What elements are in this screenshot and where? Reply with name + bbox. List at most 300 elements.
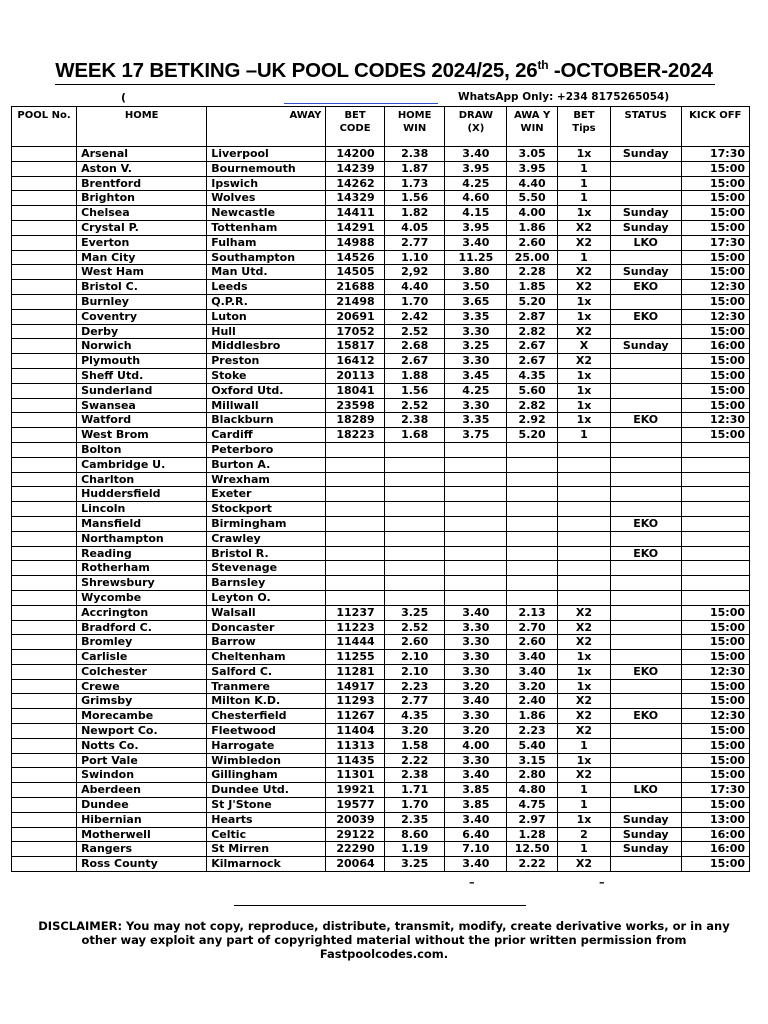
away-team-cell: Wimbledon [207,753,326,768]
pool-no-cell [12,724,77,739]
home-team-cell: Brighton [77,191,207,206]
bet-tip-cell: 1x [557,383,610,398]
pool-no-cell [12,472,77,487]
bet-code-cell: 11313 [326,738,384,753]
home-team-cell: Crewe [77,679,207,694]
away-team-cell: Newcastle [207,206,326,221]
home-win-odds-cell: 3.25 [384,857,445,872]
table-row [12,383,750,398]
home-team-cell: Aston V. [77,161,207,176]
away-win-odds-cell: 1.28 [507,827,558,842]
pool-no-cell [12,842,77,857]
bet-tip-cell: 1 [557,191,610,206]
status-cell: Sunday [610,147,681,162]
home-win-odds-cell: 2.77 [384,235,445,250]
away-win-odds-cell: 3.40 [507,650,558,665]
away-win-odds-cell: 5.40 [507,738,558,753]
bet-tip-cell: 2 [557,827,610,842]
table-row [12,265,750,280]
away-team-cell: Blackburn [207,413,326,428]
kick-off-cell: 15:00 [681,753,749,768]
table-row [12,161,750,176]
bet-tip-cell: X2 [557,235,610,250]
pool-no-cell [12,457,77,472]
table-row [12,827,750,842]
away-team-cell: Burton A. [207,457,326,472]
pool-no-cell [12,383,77,398]
table-row [12,694,750,709]
table-row [12,309,750,324]
draw-odds-cell: 3.30 [445,354,507,369]
home-win-odds-cell: 1.10 [384,250,445,265]
bet-code-cell [326,502,384,517]
table-row [12,324,750,339]
home-win-odds-cell: 2.77 [384,694,445,709]
home-win-odds-cell: 1.71 [384,783,445,798]
away-win-odds-cell: 3.40 [507,664,558,679]
table-row [12,679,750,694]
table-row [12,428,750,443]
away-win-odds-cell [507,531,558,546]
away-win-odds-cell: 5.20 [507,294,558,309]
home-win-odds-cell [384,531,445,546]
table-row [12,235,750,250]
kick-off-cell: 15:00 [681,398,749,413]
title-end: -OCTOBER-2024 [548,58,713,82]
bet-code-cell: 11293 [326,694,384,709]
away-win-odds-cell [507,576,558,591]
kick-off-cell [681,516,749,531]
table-row [12,724,750,739]
bet-code-cell: 14988 [326,235,384,250]
bet-code-cell [326,516,384,531]
bet-code-cell: 17052 [326,324,384,339]
bet-tip-cell: X2 [557,768,610,783]
status-cell: EKO [610,546,681,561]
away-win-odds-cell: 2.82 [507,324,558,339]
draw-odds-cell: 3.50 [445,280,507,295]
bet-tip-cell: 1x [557,294,610,309]
status-cell [610,502,681,517]
bet-code-cell: 11281 [326,664,384,679]
draw-odds-cell: 3.40 [445,694,507,709]
draw-odds-cell [445,546,507,561]
bet-code-cell [326,442,384,457]
title-sup: th [537,58,549,72]
home-win-odds-cell: 2.10 [384,650,445,665]
bet-tip-cell [557,487,610,502]
home-team-cell: Derby [77,324,207,339]
home-win-odds-cell: 2,92 [384,265,445,280]
pool-no-cell [12,413,77,428]
table-row [12,487,750,502]
kick-off-cell: 15:00 [681,294,749,309]
kick-off-cell: 13:00 [681,812,749,827]
pool-no-cell [12,428,77,443]
bet-tip-cell: X2 [557,694,610,709]
status-cell [610,768,681,783]
bet-code-cell: 14505 [326,265,384,280]
table-row [12,857,750,872]
col-header-pool-no: POOL No. [12,107,77,147]
away-win-odds-cell: 5.50 [507,191,558,206]
home-win-odds-cell: 1.82 [384,206,445,221]
away-team-cell: Barrow [207,635,326,650]
draw-odds-cell: 3.25 [445,339,507,354]
draw-odds-cell [445,442,507,457]
draw-odds-cell [445,531,507,546]
home-team-cell: Accrington [77,605,207,620]
draw-odds-cell: 6.40 [445,827,507,842]
away-team-cell: Tottenham [207,220,326,235]
kick-off-cell: 17:30 [681,147,749,162]
table-row [12,783,750,798]
table-row [12,709,750,724]
pool-no-cell [12,605,77,620]
kick-off-cell: 15:00 [681,191,749,206]
table-row [12,842,750,857]
table-row [12,502,750,517]
home-team-cell: Arsenal [77,147,207,162]
pool-no-cell [12,812,77,827]
pool-no-cell [12,768,77,783]
bet-code-cell: 20064 [326,857,384,872]
table-row [12,176,750,191]
kick-off-cell: 15:00 [681,724,749,739]
kick-off-cell [681,590,749,605]
home-team-cell: Hibernian [77,812,207,827]
away-team-cell: Q.P.R. [207,294,326,309]
kick-off-cell: 16:00 [681,339,749,354]
bet-code-cell: 14329 [326,191,384,206]
away-team-cell: Milton K.D. [207,694,326,709]
status-cell: EKO [610,309,681,324]
kick-off-cell: 12:30 [681,709,749,724]
col-header-kick-off: KICK OFF [681,107,749,147]
bet-code-cell: 18041 [326,383,384,398]
bet-code-cell: 14917 [326,679,384,694]
away-team-cell: Celtic [207,827,326,842]
bet-code-cell: 23598 [326,398,384,413]
draw-odds-cell: 3.20 [445,724,507,739]
bet-code-cell: 11301 [326,768,384,783]
home-team-cell: Lincoln [77,502,207,517]
title-underline [55,84,715,85]
home-team-cell: Man City [77,250,207,265]
kick-off-cell: 15:00 [681,161,749,176]
home-win-odds-cell [384,502,445,517]
away-team-cell: Bristol R. [207,546,326,561]
home-team-cell: Swansea [77,398,207,413]
kick-off-cell: 15:00 [681,206,749,221]
pool-no-cell [12,738,77,753]
home-team-cell: Shrewsbury [77,576,207,591]
table-row [12,590,750,605]
bet-tip-cell: 1x [557,650,610,665]
home-win-odds-cell: 2.52 [384,398,445,413]
bet-tip-cell: X2 [557,857,610,872]
home-win-odds-cell [384,576,445,591]
home-team-cell: Port Vale [77,753,207,768]
kick-off-cell [681,487,749,502]
home-win-odds-cell [384,457,445,472]
kick-off-cell: 15:00 [681,694,749,709]
status-cell [610,176,681,191]
away-win-odds-cell [507,561,558,576]
draw-odds-cell: 7.10 [445,842,507,857]
bet-tip-cell: 1x [557,413,610,428]
table-row [12,546,750,561]
status-cell: Sunday [610,339,681,354]
home-team-cell: Chelsea [77,206,207,221]
col-header-status: STATUS [610,107,681,147]
home-team-cell: Ross County [77,857,207,872]
away-team-cell: Wrexham [207,472,326,487]
bet-tip-cell: X2 [557,354,610,369]
draw-odds-cell: 3.40 [445,768,507,783]
link-underline [284,103,438,104]
home-team-cell: Swindon [77,768,207,783]
kick-off-cell: 15:00 [681,428,749,443]
table-row [12,191,750,206]
home-win-odds-cell [384,590,445,605]
home-win-odds-cell: 3.20 [384,724,445,739]
draw-odds-cell: 4.25 [445,176,507,191]
pool-no-cell [12,516,77,531]
table-row [12,398,750,413]
status-cell [610,590,681,605]
status-cell [610,694,681,709]
away-team-cell: Harrogate [207,738,326,753]
pool-no-cell [12,664,77,679]
kick-off-cell: 12:30 [681,664,749,679]
kick-off-cell: 15:00 [681,324,749,339]
home-team-cell: Burnley [77,294,207,309]
home-win-odds-cell: 2.38 [384,413,445,428]
away-win-odds-cell: 2.92 [507,413,558,428]
bet-tip-cell [557,590,610,605]
home-team-cell: Sheff Utd. [77,368,207,383]
draw-odds-cell [445,561,507,576]
bet-code-cell [326,487,384,502]
table-row [12,812,750,827]
kick-off-cell: 15:00 [681,620,749,635]
home-team-cell: Grimsby [77,694,207,709]
draw-odds-cell: 3.95 [445,161,507,176]
kick-off-cell: 15:00 [681,605,749,620]
kick-off-cell: 15:00 [681,679,749,694]
kick-off-cell: 15:00 [681,738,749,753]
table-row [12,442,750,457]
draw-odds-cell: 3.30 [445,709,507,724]
bet-tip-cell: 1x [557,812,610,827]
kick-off-cell: 15:00 [681,265,749,280]
status-cell [610,161,681,176]
footer-dash-left: – [469,876,475,889]
bet-tip-cell: 1x [557,368,610,383]
home-win-odds-cell: 1.68 [384,428,445,443]
away-win-odds-cell: 3.05 [507,147,558,162]
away-win-odds-cell: 2.80 [507,768,558,783]
away-win-odds-cell: 4.40 [507,176,558,191]
status-cell: Sunday [610,220,681,235]
status-cell [610,650,681,665]
home-win-odds-cell: 3.25 [384,605,445,620]
kick-off-cell: 12:30 [681,309,749,324]
away-team-cell: Leyton O. [207,590,326,605]
home-team-cell: Reading [77,546,207,561]
bet-tip-cell: 1x [557,147,610,162]
table-row [12,294,750,309]
away-team-cell: Man Utd. [207,265,326,280]
bet-code-cell [326,457,384,472]
draw-odds-cell: 3.30 [445,650,507,665]
kick-off-cell [681,546,749,561]
home-team-cell: Watford [77,413,207,428]
bet-tip-cell [557,442,610,457]
table-row [12,220,750,235]
home-team-cell: Bristol C. [77,280,207,295]
status-cell [610,428,681,443]
pool-no-cell [12,235,77,250]
bet-code-cell [326,590,384,605]
bet-code-cell: 19577 [326,798,384,813]
home-win-odds-cell: 1.70 [384,294,445,309]
home-win-odds-cell [384,546,445,561]
pool-no-cell [12,679,77,694]
status-cell [610,576,681,591]
home-win-odds-cell: 2.52 [384,324,445,339]
kick-off-cell: 15:00 [681,768,749,783]
table-row [12,413,750,428]
draw-odds-cell [445,502,507,517]
title-main: WEEK 17 BETKING –UK POOL CODES 2024/25, 26 [55,58,538,82]
bet-tip-cell: X2 [557,605,610,620]
bet-tip-cell: 1x [557,398,610,413]
home-team-cell: West Ham [77,265,207,280]
kick-off-cell: 17:30 [681,235,749,250]
bet-code-cell: 14526 [326,250,384,265]
status-cell [610,738,681,753]
table-row [12,768,750,783]
away-win-odds-cell: 3.95 [507,161,558,176]
away-team-cell: Walsall [207,605,326,620]
home-win-odds-cell: 1.58 [384,738,445,753]
away-team-cell: Stoke [207,368,326,383]
bet-code-cell [326,576,384,591]
pool-no-cell [12,161,77,176]
bet-tip-cell: 1 [557,176,610,191]
bet-tip-cell: X2 [557,709,610,724]
status-cell: EKO [610,280,681,295]
draw-odds-cell: 3.85 [445,783,507,798]
home-win-odds-cell: 1.19 [384,842,445,857]
home-team-cell: Norwich [77,339,207,354]
table-row [12,664,750,679]
draw-odds-cell: 3.35 [445,413,507,428]
home-win-odds-cell: 2.22 [384,753,445,768]
whatsapp-contact: WhatsApp Only: +234 8175265054) [458,91,670,103]
status-cell [610,605,681,620]
bet-code-cell: 21498 [326,294,384,309]
pool-no-cell [12,827,77,842]
table-row [12,561,750,576]
bet-code-cell: 14200 [326,147,384,162]
pool-no-cell [12,783,77,798]
status-cell: LKO [610,235,681,250]
kick-off-cell: 15:00 [681,857,749,872]
bet-tip-cell: 1 [557,783,610,798]
col-header-away: AWAY [207,107,326,147]
away-win-odds-cell [507,590,558,605]
away-team-cell: Luton [207,309,326,324]
home-team-cell: Mansfield [77,516,207,531]
draw-odds-cell: 3.30 [445,635,507,650]
pool-no-cell [12,798,77,813]
away-team-cell: St J'Stone [207,798,326,813]
away-team-cell: Kilmarnock [207,857,326,872]
status-cell: Sunday [610,206,681,221]
away-win-odds-cell: 4.80 [507,783,558,798]
home-win-odds-cell: 2.67 [384,354,445,369]
away-team-cell: Birmingham [207,516,326,531]
away-team-cell: Oxford Utd. [207,383,326,398]
table-row [12,472,750,487]
home-win-odds-cell: 2.52 [384,620,445,635]
pool-no-cell [12,753,77,768]
home-team-cell: Northampton [77,531,207,546]
home-win-odds-cell: 1.56 [384,191,445,206]
draw-odds-cell: 3.85 [445,798,507,813]
away-win-odds-cell: 2.28 [507,265,558,280]
kick-off-cell [681,457,749,472]
home-win-odds-cell: 4.35 [384,709,445,724]
away-win-odds-cell: 5.20 [507,428,558,443]
pool-no-cell [12,502,77,517]
bet-tip-cell: X2 [557,265,610,280]
bet-tip-cell: 1 [557,161,610,176]
draw-odds-cell: 3.40 [445,235,507,250]
away-win-odds-cell: 2.13 [507,605,558,620]
pool-no-cell [12,590,77,605]
status-cell: Sunday [610,827,681,842]
pool-no-cell [12,398,77,413]
kick-off-cell: 15:00 [681,250,749,265]
draw-odds-cell [445,576,507,591]
home-win-odds-cell: 1.88 [384,368,445,383]
pool-no-cell [12,576,77,591]
bet-code-cell: 19921 [326,783,384,798]
status-cell: EKO [610,413,681,428]
away-win-odds-cell: 2.82 [507,398,558,413]
home-win-odds-cell [384,561,445,576]
status-cell [610,472,681,487]
contact-paren: ( [121,91,127,104]
draw-odds-cell: 3.30 [445,324,507,339]
away-team-cell: Dundee Utd. [207,783,326,798]
kick-off-cell: 15:00 [681,650,749,665]
status-cell [610,724,681,739]
status-cell [610,398,681,413]
bet-code-cell: 29122 [326,827,384,842]
bet-tip-cell: X2 [557,324,610,339]
away-win-odds-cell: 25.00 [507,250,558,265]
home-team-cell: Charlton [77,472,207,487]
home-win-odds-cell: 2.68 [384,339,445,354]
away-team-cell: Millwall [207,398,326,413]
bet-code-cell: 20113 [326,368,384,383]
pool-no-cell [12,294,77,309]
